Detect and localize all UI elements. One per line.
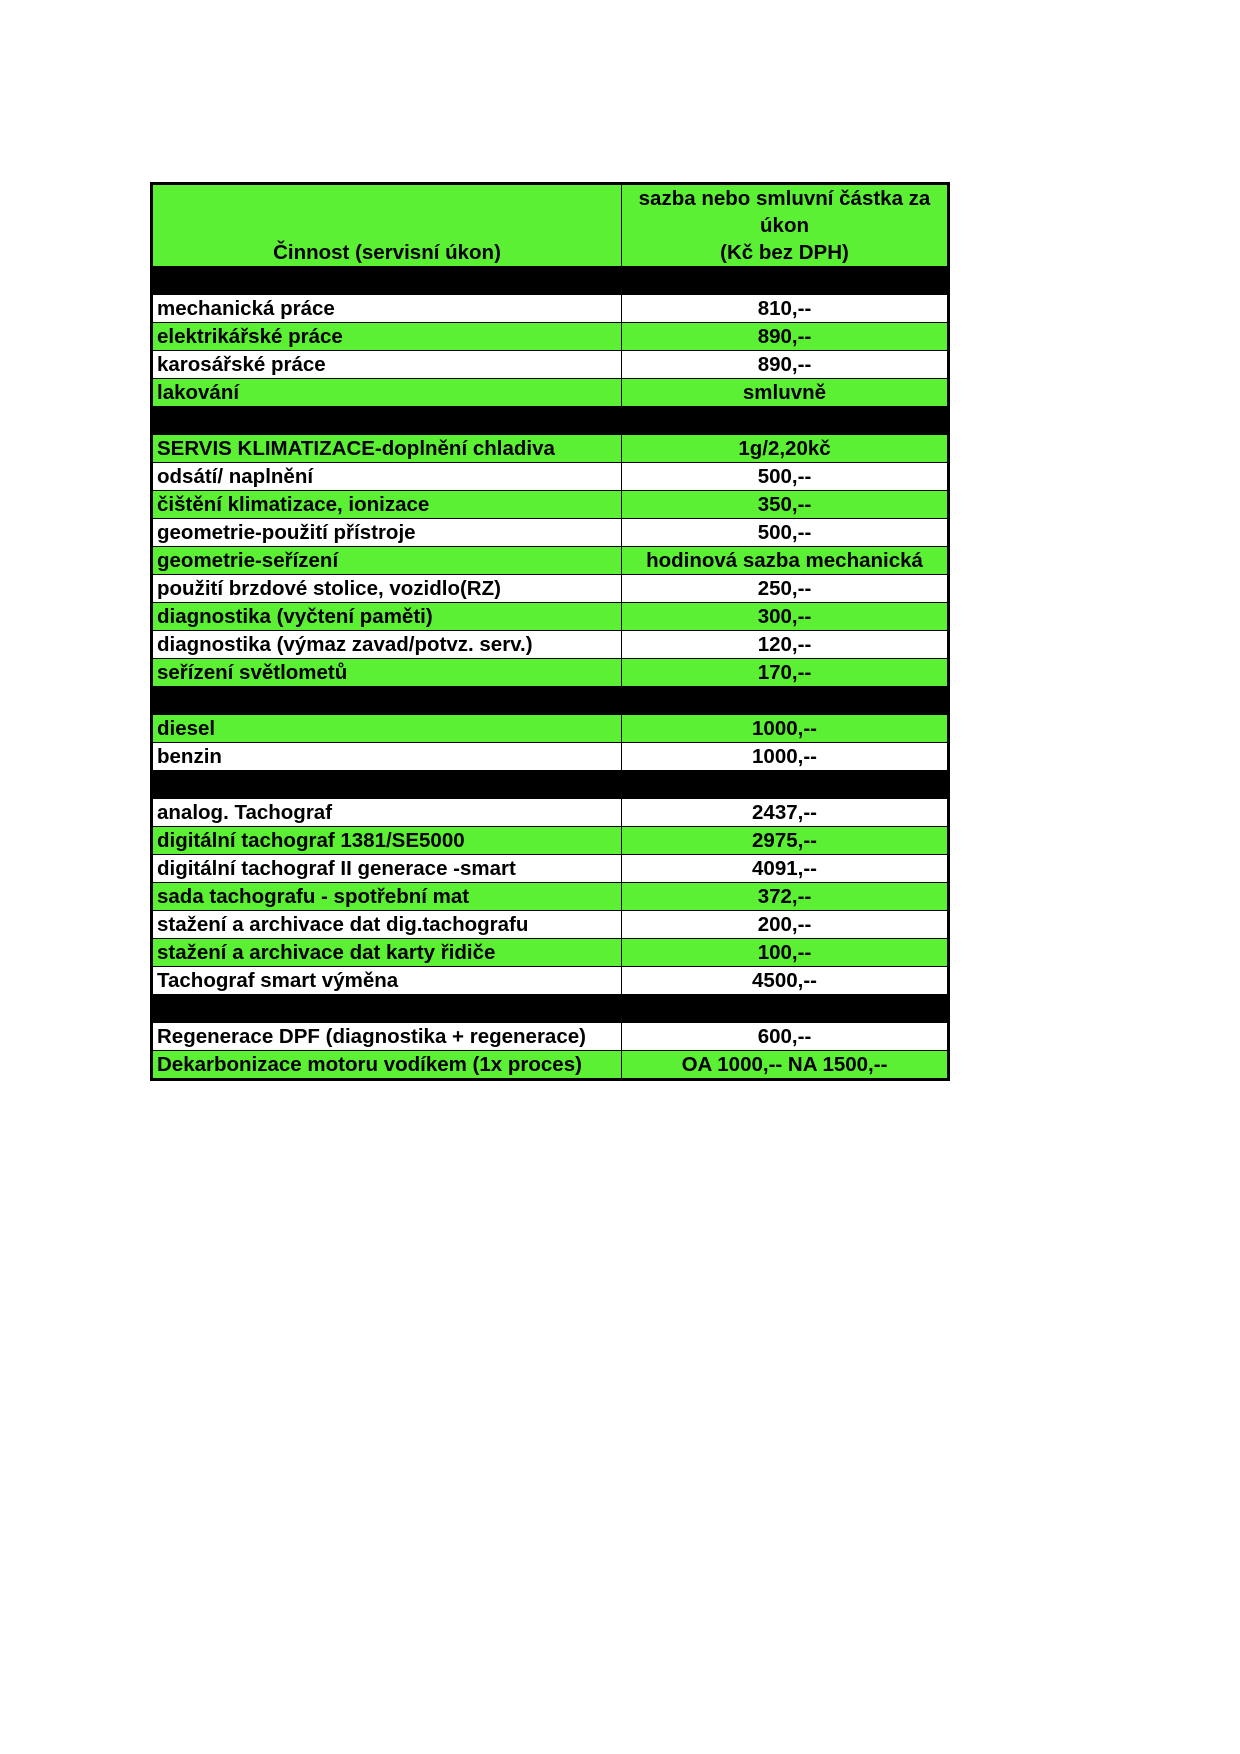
section-title: MĚŘENÍ EMISÍ: [152, 687, 622, 715]
service-price: 120,--: [622, 631, 949, 659]
service-price: 1000,--: [622, 715, 949, 743]
section-unit: 1ks: [622, 687, 949, 715]
section-header-row: [152, 407, 949, 435]
table-row: [152, 491, 949, 519]
service-price: 170,--: [622, 659, 949, 687]
section-title: MĚŘENÍ EMISÍ: [152, 995, 622, 1023]
table-row: [152, 911, 949, 939]
table-row: [152, 799, 949, 827]
table-row: [152, 379, 949, 407]
table-row: [152, 659, 949, 687]
section-header-row: [152, 267, 949, 295]
price-list-table: [150, 182, 950, 1081]
service-price: 1000,--: [622, 743, 949, 771]
section-unit: [622, 771, 949, 799]
service-name: Dekarbonizace motoru vodíkem (1x proces): [152, 1051, 622, 1080]
table-row: [152, 351, 949, 379]
service-name: seřízení světlometů: [152, 659, 622, 687]
section-title: SMLUVNÍ CENY: [152, 407, 622, 435]
section-header-row: [152, 771, 949, 799]
section-header-row: [152, 995, 949, 1023]
service-name: sada tachografu - spotřební mat: [152, 883, 622, 911]
table-header-row: [152, 184, 949, 267]
service-name: mechanická práce: [152, 295, 622, 323]
service-name: stažení a archivace dat karty řidiče: [152, 939, 622, 967]
service-name: diagnostika (výmaz zavad/potvz. serv.): [152, 631, 622, 659]
service-name: SERVIS KLIMATIZACE-doplnění chladiva: [152, 435, 622, 463]
header-rate-line3: (Kč bez DPH): [720, 241, 849, 264]
table-row: [152, 939, 949, 967]
service-name: odsátí/ naplnění: [152, 463, 622, 491]
service-price: 350,--: [622, 491, 949, 519]
section-unit: [622, 267, 949, 295]
service-name: diesel: [152, 715, 622, 743]
service-price: OA 1000,-- NA 1500,--: [622, 1051, 949, 1080]
service-name: karosářské práce: [152, 351, 622, 379]
section-unit: [622, 407, 949, 435]
table-row: [152, 1051, 949, 1080]
table-row: [152, 631, 949, 659]
service-price: 890,--: [622, 323, 949, 351]
service-name: diagnostika (vyčtení paměti): [152, 603, 622, 631]
service-price: 372,--: [622, 883, 949, 911]
table-row: [152, 603, 949, 631]
table-row: [152, 323, 949, 351]
service-price: 2975,--: [622, 827, 949, 855]
service-name: lakování: [152, 379, 622, 407]
service-price: 4091,--: [622, 855, 949, 883]
service-price: 500,--: [622, 463, 949, 491]
service-name: Regenerace DPF (diagnostika + regenerace): [152, 1023, 622, 1051]
table-row: [152, 463, 949, 491]
service-price: 4500,--: [622, 967, 949, 995]
service-price: hodinová sazba mechanická: [622, 547, 949, 575]
service-price: 2437,--: [622, 799, 949, 827]
table-row: [152, 883, 949, 911]
service-name: Tachograf smart výměna: [152, 967, 622, 995]
service-price: 300,--: [622, 603, 949, 631]
table-row: [152, 295, 949, 323]
service-price: 100,--: [622, 939, 949, 967]
service-price: 250,--: [622, 575, 949, 603]
header-rate-line1: sazba nebo smluvní částka za: [638, 187, 931, 210]
service-name: digitální tachograf II generace -smart: [152, 855, 622, 883]
service-name: čištění klimatizace, ionizace: [152, 491, 622, 519]
table-row: [152, 519, 949, 547]
table-row: [152, 743, 949, 771]
header-activity: Činnost (servisní úkon): [152, 184, 622, 267]
service-price: 810,--: [622, 295, 949, 323]
service-name: geometrie-seřízení: [152, 547, 622, 575]
table-row: [152, 435, 949, 463]
service-name: analog. Tachograf: [152, 799, 622, 827]
service-price: smluvně: [622, 379, 949, 407]
service-price: 500,--: [622, 519, 949, 547]
table-row: [152, 855, 949, 883]
service-price: 600,--: [622, 1023, 949, 1051]
table-row: [152, 967, 949, 995]
table-row: [152, 827, 949, 855]
service-price: 1g/2,20kč: [622, 435, 949, 463]
section-title: OVĚŘENÍ TACHOGRAFU: [152, 771, 622, 799]
service-name: elektrikářské práce: [152, 323, 622, 351]
section-title: HODINOVÉ SAZBY: [152, 267, 622, 295]
service-name: stažení a archivace dat dig.tachografu: [152, 911, 622, 939]
table-row: [152, 715, 949, 743]
section-unit: 1ks: [622, 995, 949, 1023]
header-rate: [622, 184, 949, 267]
service-name: digitální tachograf 1381/SE5000: [152, 827, 622, 855]
header-rate-line2: úkon: [760, 214, 809, 237]
section-header-row: [152, 687, 949, 715]
service-price: 200,--: [622, 911, 949, 939]
table-row: [152, 1023, 949, 1051]
service-name: použití brzdové stolice, vozidlo(RZ): [152, 575, 622, 603]
service-price: 890,--: [622, 351, 949, 379]
service-name: benzin: [152, 743, 622, 771]
service-name: geometrie-použití přístroje: [152, 519, 622, 547]
table-row: [152, 575, 949, 603]
table-row: [152, 547, 949, 575]
